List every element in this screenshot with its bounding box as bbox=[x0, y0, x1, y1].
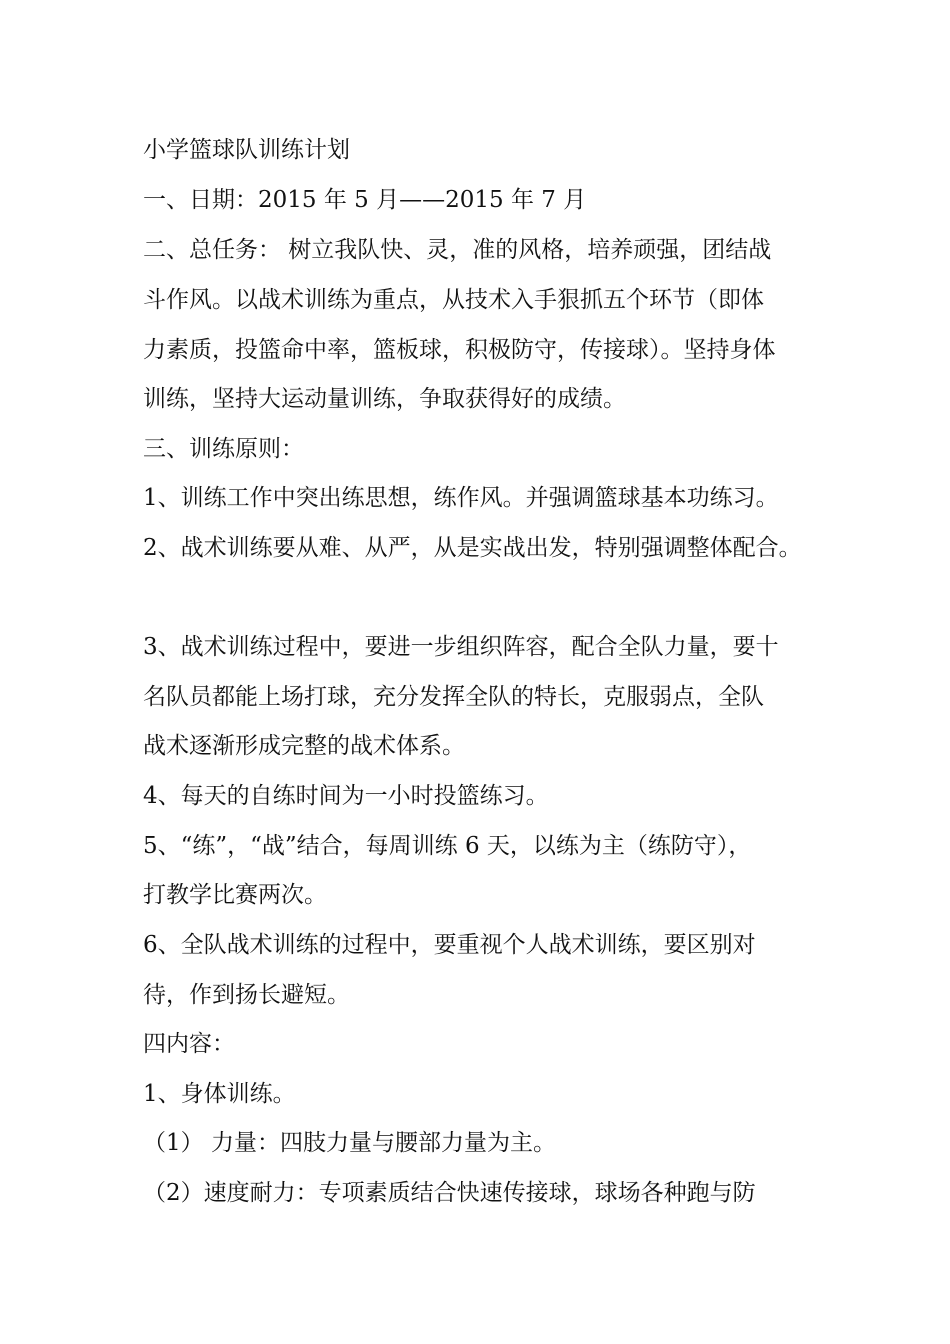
paragraph-line: 一、日期：2015 年 5 月——2015 年 7 月 bbox=[143, 187, 587, 213]
paragraph-line: （1） 力量：四肢力量与腰部力量为主。 bbox=[143, 1130, 556, 1156]
paragraph-line: 4、每天的自练时间为一小时投篮练习。 bbox=[143, 783, 549, 809]
document-title: 小学篮球队训练计划 bbox=[143, 137, 350, 163]
paragraph-line: 名队员都能上场打球，充分发挥全队的特长，克服弱点，全队 bbox=[143, 684, 764, 710]
paragraph-line: 斗作风。以战术训练为重点，从技术入手狠抓五个环节（即体 bbox=[143, 287, 764, 313]
paragraph-line: 1、训练工作中突出练思想，练作风。并强调篮球基本功练习。 bbox=[143, 485, 779, 511]
paragraph-line: 战术逐渐形成完整的战术体系。 bbox=[143, 733, 465, 759]
paragraph-line: 1、身体训练。 bbox=[143, 1081, 296, 1107]
paragraph-line: 力素质，投篮命中率，篮板球，积极防守，传接球）。坚持身体 bbox=[143, 337, 776, 363]
section-heading: 四内容： bbox=[143, 1031, 235, 1057]
paragraph-line: 训练，坚持大运动量训练，争取获得好的成绩。 bbox=[143, 386, 626, 412]
paragraph-line: 2、战术训练要从难、从严，从是实战出发，特别强调整体配合。 bbox=[143, 535, 802, 561]
paragraph-line: 5、“练”，“战”结合，每周训练 6 天，以练为主（练防守）， bbox=[143, 833, 752, 859]
paragraph-line: （2）速度耐力：专项素质结合快速传接球，球场各种跑与防 bbox=[143, 1180, 756, 1206]
section-heading: 三、训练原则： bbox=[143, 436, 304, 462]
paragraph-line: 6、全队战术训练的过程中，要重视个人战术训练，要区别对 bbox=[143, 932, 756, 958]
paragraph-line: 二、总任务： 树立我队快、灵，准的风格，培养顽强，团结战 bbox=[143, 237, 772, 263]
paragraph-line: 待，作到扬长避短。 bbox=[143, 982, 350, 1008]
paragraph-line: 打教学比赛两次。 bbox=[143, 882, 327, 908]
paragraph-line: 3、战术训练过程中，要进一步组织阵容，配合全队力量，要十 bbox=[143, 634, 779, 660]
